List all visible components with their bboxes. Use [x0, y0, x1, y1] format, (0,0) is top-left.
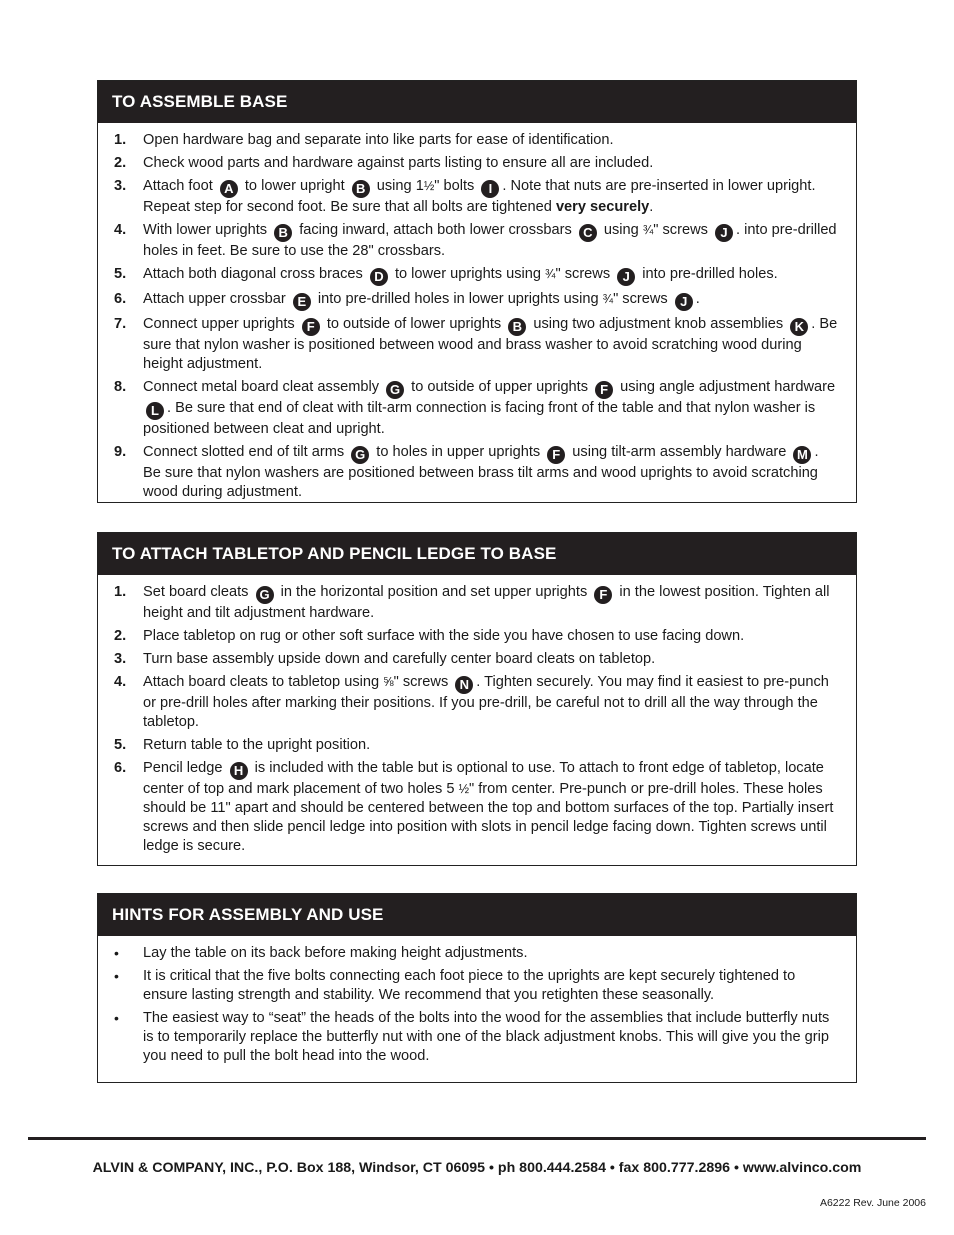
- step-number: 9.: [114, 444, 127, 460]
- step-text: [143, 759, 838, 856]
- step-text-segment: Pencil ledge: [143, 760, 227, 776]
- footer-divider: [28, 1137, 926, 1140]
- part-label-badge: C: [579, 224, 597, 242]
- step-text-segment: to lower upright: [240, 178, 349, 194]
- part-label-badge: I: [481, 180, 499, 198]
- hints-section: [97, 893, 857, 1083]
- part-label-badge: A: [220, 180, 238, 198]
- step-text-segment: facing inward, attach both lower crossbars: [295, 222, 576, 238]
- step-text-segment: Attach foot: [143, 178, 217, 194]
- step-item: [114, 378, 838, 439]
- step-text-segment: is included with the table but is optional to use. To attach to front edge of tabletop, locate center of top and mark placement of two holes 5: [143, 760, 824, 797]
- company-contact: ALVIN & COMPANY, INC., P.O. Box 188, Windsor, CT 06095 • ph 800.444.2584 • fax 800.777.2896 • www.alvinco.com: [92, 1160, 862, 1176]
- step-text-segment: into pre-drilled holes in lower uprights using: [313, 291, 603, 307]
- step-number: 6.: [114, 760, 127, 776]
- part-label-badge: H: [230, 762, 248, 780]
- step-list: [98, 123, 856, 514]
- hint-text: The easiest way to “seat” the heads of the bolts into the wood for the assemblies that include butterfly nuts is to temporarily replace the butterfly nut with one of the black adjustment knobs. This will give you the grip you need to pull the bolt head into the wood.: [143, 1010, 830, 1064]
- step-text-segment: Attach both diagonal cross braces: [143, 266, 367, 282]
- step-number: 1.: [114, 132, 127, 148]
- step-text-segment: " screws: [653, 222, 712, 238]
- part-label-badge: K: [790, 318, 808, 336]
- step-text: Place tabletop on rug or other soft surface with the side you have chosen to use facing down.: [143, 628, 745, 644]
- step-text: Check wood parts and hardware against parts listing to ensure all are included.: [143, 155, 654, 171]
- fraction: ½: [458, 782, 469, 796]
- step-item: [114, 736, 838, 755]
- step-text-segment: . Tighten securely. You may find it easiest to pre-punch or pre-drill holes after marking their positions. If you pre-drill, be careful not to drill all the way through the tabletop.: [143, 674, 829, 730]
- part-label-badge: B: [274, 224, 292, 242]
- step-text: [143, 290, 838, 311]
- step-number: 1.: [114, 584, 127, 600]
- step-text-segment: With lower uprights: [143, 222, 272, 238]
- bullet-icon: •: [114, 968, 119, 984]
- step-text-segment: " bolts: [434, 178, 479, 194]
- step-text-segment: in the horizontal position and set upper uprights: [276, 584, 592, 600]
- step-text: [143, 265, 838, 286]
- step-text-segment: " screws: [393, 674, 453, 690]
- step-text-segment: " screws: [555, 266, 615, 282]
- step-list: [98, 575, 856, 868]
- step-text-segment: into pre-drilled holes.: [638, 266, 778, 282]
- step-item: [114, 627, 838, 646]
- part-label-badge: J: [617, 268, 635, 286]
- step-text-segment: Connect slotted end of tilt arms: [143, 444, 349, 460]
- step-text-segment: using angle adjustment hardware: [616, 379, 836, 395]
- fraction: ¾: [642, 223, 654, 237]
- step-item: [114, 221, 838, 261]
- hint-text: Lay the table on its back before making height adjustments.: [143, 945, 528, 961]
- step-text-segment: using 1: [372, 178, 424, 194]
- step-text-segment: Connect metal board cleat assembly: [143, 379, 384, 395]
- step-text: Turn base assembly upside down and carefully center board cleats on tabletop.: [143, 651, 656, 667]
- step-item: [114, 177, 838, 217]
- emphasis-text: very securely: [555, 199, 650, 215]
- section-title: TO ATTACH TABLETOP AND PENCIL LEDGE TO BASE: [98, 533, 856, 575]
- step-number: 4.: [114, 674, 127, 690]
- step-text-segment: using tilt-arm assembly hardware: [568, 444, 791, 460]
- step-text: [143, 673, 838, 732]
- fraction: ¾: [545, 267, 556, 281]
- step-text: Open hardware bag and separate into like parts for ease of identification.: [143, 132, 614, 148]
- step-text-segment: Attach board cleats to tabletop using: [143, 674, 384, 690]
- part-label-badge: G: [351, 446, 369, 464]
- step-item: [114, 443, 838, 502]
- step-item: [114, 131, 838, 150]
- step-number: 2.: [114, 155, 127, 171]
- step-number: 4.: [114, 222, 127, 238]
- step-text-segment: .: [695, 291, 700, 307]
- step-text-segment: using two adjustment knob assemblies: [529, 316, 788, 332]
- step-text: Return table to the upright position.: [143, 737, 371, 753]
- revision-code: A6222 Rev. June 2006: [819, 1197, 926, 1209]
- part-label-badge: G: [256, 586, 274, 604]
- step-number: 8.: [114, 379, 127, 395]
- step-text: [143, 378, 838, 439]
- part-label-badge: F: [595, 381, 613, 399]
- part-label-badge: B: [352, 180, 370, 198]
- step-item: [114, 673, 838, 732]
- step-number: 7.: [114, 316, 127, 332]
- hint-text: It is critical that the five bolts connecting each foot piece to the uprights are kept securely tightened to ensure lasting strength and stability. We recommend that you retighten these seasonally.: [143, 968, 796, 1003]
- step-text-segment: to lower uprights using: [390, 266, 546, 282]
- part-label-badge: D: [370, 268, 388, 286]
- step-text: [143, 221, 838, 261]
- step-item: [114, 315, 838, 374]
- step-number: 3.: [114, 651, 127, 667]
- bullet-icon: •: [114, 1010, 119, 1026]
- fraction: ⅝: [383, 675, 394, 689]
- step-item: [114, 650, 838, 669]
- step-text-segment: Set board cleats: [143, 584, 253, 600]
- step-text: [143, 443, 838, 502]
- fraction: ¾: [602, 292, 614, 306]
- step-item: [114, 265, 838, 286]
- step-text-segment: . Note that nuts are pre-inserted in lower upright. Repeat step for second foot. Be sure that all bolts are tightened: [143, 178, 816, 215]
- hint-item: [114, 944, 838, 963]
- part-label-badge: J: [675, 293, 693, 311]
- step-text-segment: . Be sure that nylon washer is positioned between wood and brass washer to avoid scratching wood during height adjustment.: [143, 316, 838, 372]
- step-text-segment: Connect upper uprights: [143, 316, 299, 332]
- step-text-segment: using: [599, 222, 643, 238]
- step-text-segment: Attach upper crossbar: [143, 291, 290, 307]
- step-item: [114, 583, 838, 623]
- part-label-badge: M: [793, 446, 811, 464]
- hint-item: [114, 967, 838, 1005]
- part-label-badge: L: [146, 402, 164, 420]
- fraction: ½: [423, 179, 435, 193]
- step-text-segment: .: [649, 199, 654, 215]
- step-text: [143, 177, 838, 217]
- step-item: [114, 290, 838, 311]
- step-text-segment: . Be sure that nylon washers are positioned between brass tilt arms and wood uprights to avoid scratching wood during adjustment.: [143, 444, 819, 500]
- part-label-badge: F: [594, 586, 612, 604]
- part-label-badge: F: [302, 318, 320, 336]
- part-label-badge: J: [715, 224, 733, 242]
- hint-list: [98, 936, 856, 1078]
- section-title: TO ASSEMBLE BASE: [98, 81, 856, 123]
- step-text-segment: to holes in upper uprights: [372, 444, 545, 460]
- step-text-segment: to outside of upper uprights: [407, 379, 593, 395]
- step-text: [143, 583, 838, 623]
- section-title: HINTS FOR ASSEMBLY AND USE: [98, 894, 856, 936]
- part-label-badge: N: [455, 676, 473, 694]
- part-label-badge: E: [293, 293, 311, 311]
- step-text-segment: to outside of lower uprights: [322, 316, 506, 332]
- step-number: 5.: [114, 266, 127, 282]
- step-item: [114, 759, 838, 856]
- step-text-segment: in the lowest position. Tighten all height and tilt adjustment hardware.: [143, 584, 830, 621]
- step-number: 6.: [114, 291, 127, 307]
- step-text-segment: " from center. Pre-punch or pre-drill holes. These holes should be 11" apart and should be centered between the top and bottom surfaces of the top. Partially insert screws and then slide pencil ledge into position with slots in pencil ledge facing down. Tighten screws until ledge is secure.: [143, 781, 834, 854]
- part-label-badge: G: [386, 381, 404, 399]
- hint-item: [114, 1009, 838, 1066]
- part-label-badge: B: [508, 318, 526, 336]
- step-text-segment: . into pre-drilled holes in feet. Be sure to use the 28" crossbars.: [143, 222, 837, 259]
- step-text-segment: . Be sure that end of cleat with tilt-arm connection is facing front of the table and that nylon washer is positioned between cleat and upright.: [143, 400, 816, 437]
- step-number: 2.: [114, 628, 127, 644]
- step-text: [143, 315, 838, 374]
- attach-tabletop-section: [97, 532, 857, 866]
- bullet-icon: •: [114, 945, 119, 961]
- step-item: [114, 154, 838, 173]
- step-number: 5.: [114, 737, 127, 753]
- step-text-segment: " screws: [613, 291, 672, 307]
- part-label-badge: F: [547, 446, 565, 464]
- assemble-base-section: [97, 80, 857, 503]
- step-number: 3.: [114, 178, 127, 194]
